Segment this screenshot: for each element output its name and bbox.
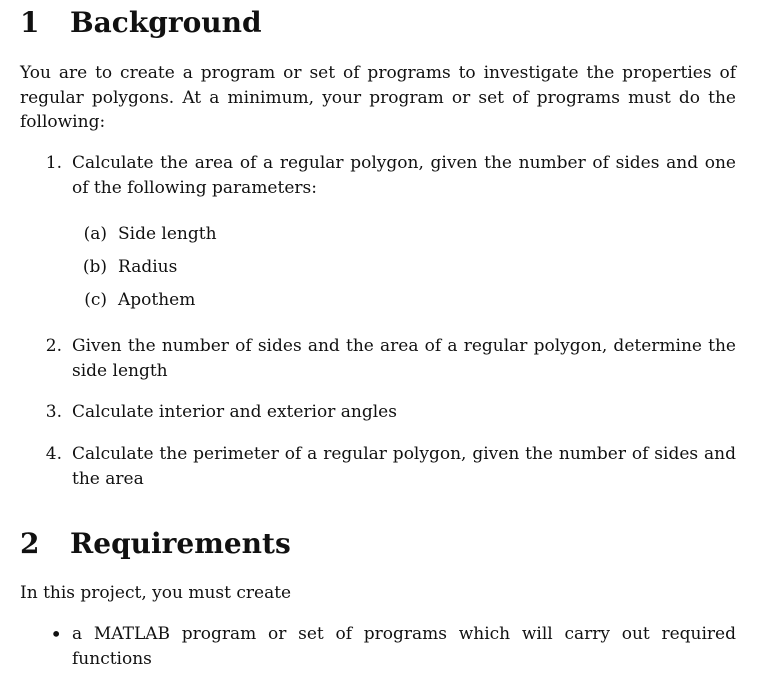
bullet-item-text: a MATLAB program or set of programs which will carry out required functions bbox=[72, 624, 736, 669]
list-item bbox=[45, 151, 736, 200]
list-item bbox=[45, 400, 736, 425]
sub-list-item-marker: (b) bbox=[82, 257, 107, 277]
section-number: 1 bbox=[20, 6, 40, 39]
bullet-item bbox=[50, 622, 736, 671]
section-number: 2 bbox=[20, 527, 40, 560]
section-title: Background bbox=[70, 6, 262, 39]
section-heading-background bbox=[20, 6, 262, 40]
list-item-text: Calculate interior and exterior angles bbox=[72, 402, 397, 422]
requirements-intro-paragraph: In this project, you must create bbox=[20, 583, 292, 603]
background-intro-paragraph: You are to create a program or set of programs to investigate the properties of regular polygons. At a minimum, your program or set of programs must do the following: bbox=[20, 63, 736, 132]
list-item bbox=[45, 442, 736, 491]
list-item-marker: 2. bbox=[45, 336, 62, 356]
sub-list-item-marker: (c) bbox=[84, 290, 107, 310]
sub-list-item bbox=[82, 255, 718, 280]
bullet-marker: • bbox=[50, 622, 62, 646]
sub-list-item-text: Side length bbox=[118, 224, 217, 244]
sub-list-item-text: Radius bbox=[118, 257, 178, 277]
sub-list-item bbox=[83, 222, 718, 247]
section-title: Requirements bbox=[70, 527, 291, 560]
section-heading-requirements bbox=[20, 527, 291, 561]
sub-list-item-marker: (a) bbox=[83, 224, 107, 244]
list-item-marker: 3. bbox=[45, 402, 62, 422]
list-item-marker: 1. bbox=[45, 153, 62, 173]
sub-list-item bbox=[84, 288, 718, 313]
list-item-text: Given the number of sides and the area of a regular polygon, determine the side length bbox=[72, 336, 736, 381]
list-item-text: Calculate the perimeter of a regular polygon, given the number of sides and the area bbox=[72, 444, 736, 489]
list-item-marker: 4. bbox=[45, 444, 62, 464]
list-item-text: Calculate the area of a regular polygon, given the number of sides and one of the following parameters: bbox=[72, 153, 736, 198]
list-item bbox=[45, 334, 736, 383]
sub-list-item-text: Apothem bbox=[118, 290, 196, 310]
